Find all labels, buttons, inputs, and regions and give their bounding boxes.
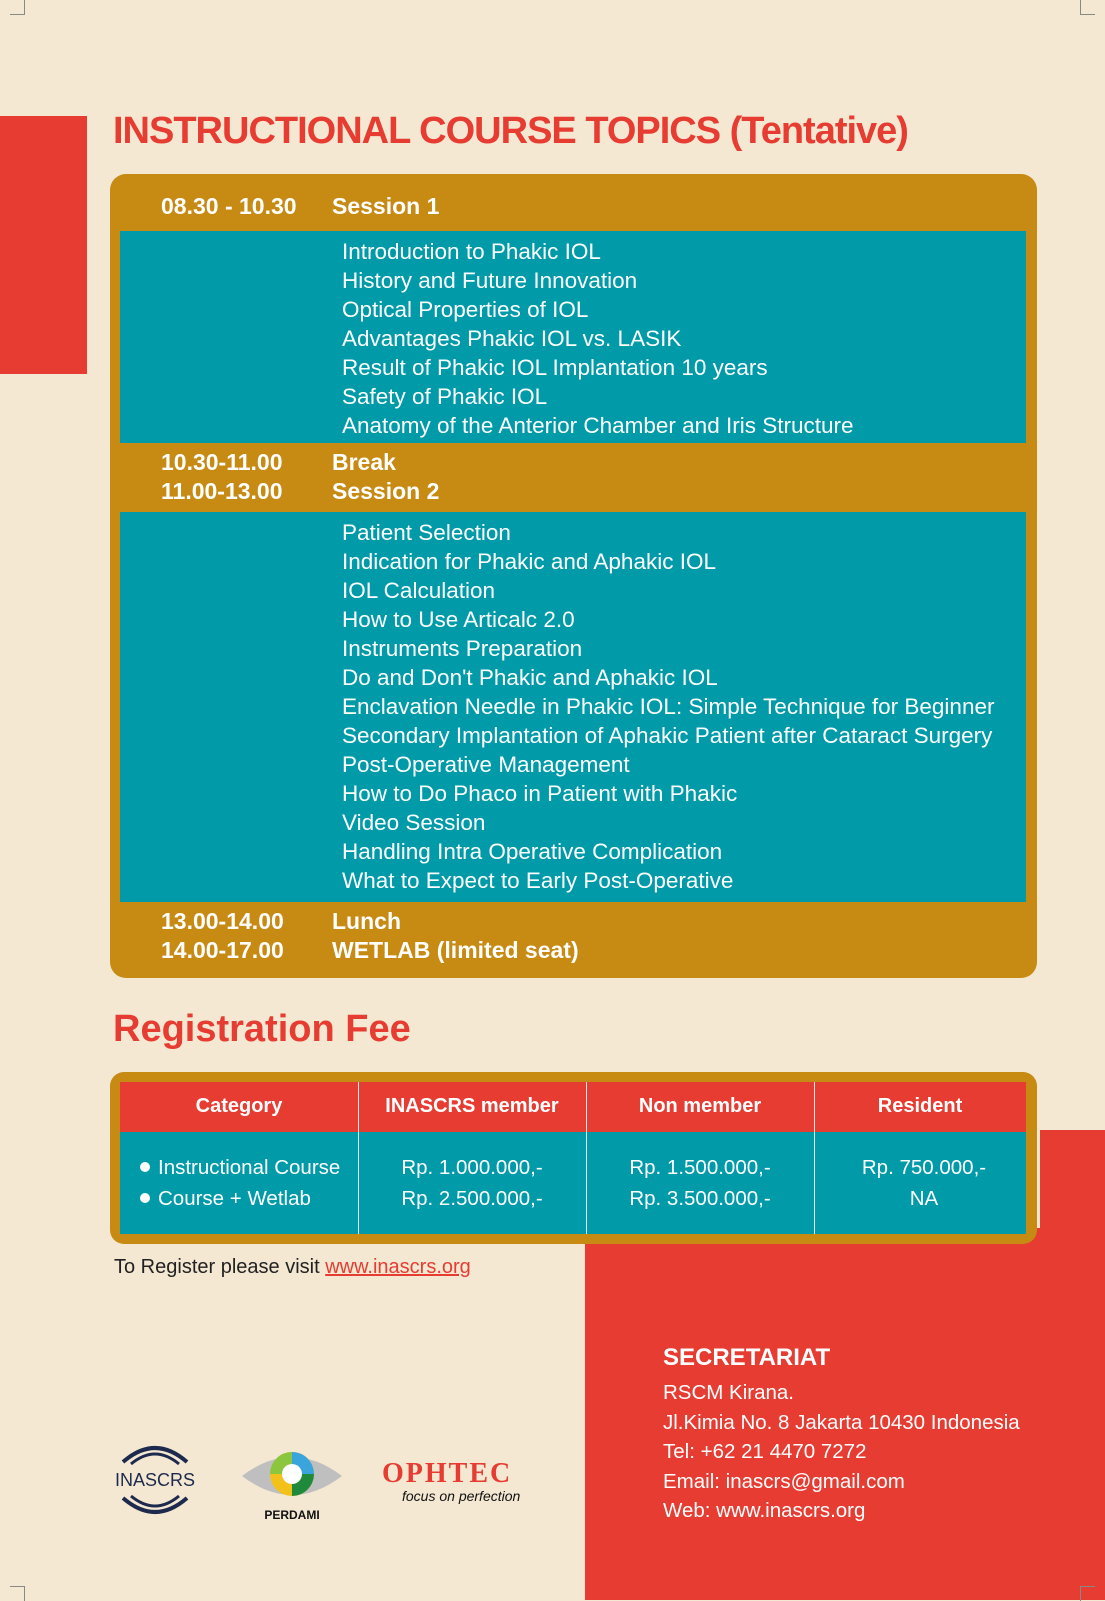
session2-topic: Indication for Phakic and Aphakic IOL — [342, 549, 716, 574]
fee-table-inner — [120, 1082, 1026, 1234]
ophtec-logo-text: OPHTEC — [382, 1458, 513, 1489]
member-fee: Rp. 1.000.000,- — [401, 1156, 543, 1179]
lunch-label: Lunch — [332, 908, 401, 934]
break-time: 10.30-11.00 — [161, 449, 283, 475]
session1-topic: Optical Properties of IOL — [342, 297, 589, 322]
inascrs-logo-text: INASCRS — [114, 1470, 195, 1490]
session1-topics-box — [120, 231, 1026, 443]
session2-topic: IOL Calculation — [342, 578, 495, 603]
session2-topics-box — [120, 512, 1026, 902]
session2-topic: Secondary Implantation of Aphakic Patient after Cataract Surgery — [342, 723, 993, 748]
decorative-red-block-right-top — [1040, 1130, 1105, 1230]
break-label: Break — [332, 449, 396, 475]
session1-topic: Safety of Phakic IOL — [342, 384, 548, 409]
resident-fee: Rp. 750.000,- — [861, 1156, 987, 1179]
non-member-cell — [586, 1152, 814, 1214]
decorative-red-block-left — [0, 116, 87, 374]
schedule-row-session2 — [110, 475, 1037, 504]
session2-topic: Post-Operative Management — [342, 752, 630, 777]
session1-topic: Anatomy of the Anterior Chamber and Iris Structure — [342, 413, 854, 438]
secretariat-block — [663, 1344, 1020, 1526]
session1-topic-list — [120, 231, 1026, 440]
category-cell — [140, 1152, 340, 1214]
register-link[interactable]: www.inascrs.org — [325, 1256, 471, 1278]
ophtec-logo — [382, 1458, 554, 1508]
session1-time: 08.30 - 10.30 — [161, 193, 297, 219]
session2-topic: Do and Don't Phakic and Aphakic IOL — [342, 665, 718, 690]
secretariat-title: SECRETARIAT — [663, 1344, 831, 1371]
inascrs-logo — [105, 1436, 205, 1526]
header-category: Category — [195, 1095, 283, 1117]
bullet-icon — [140, 1193, 150, 1203]
secretariat-tel: Tel: +62 21 4470 7272 — [663, 1440, 867, 1463]
register-text: To Register please visit — [114, 1256, 326, 1278]
resident-cell — [814, 1152, 1026, 1214]
perdami-logo-text: PERDAMI — [264, 1508, 320, 1522]
member-fee: Rp. 2.500.000,- — [401, 1187, 543, 1210]
schedule-row-session1 — [110, 190, 1037, 219]
secretariat-name: RSCM Kirana. — [663, 1381, 795, 1404]
crop-mark — [10, 1586, 25, 1601]
session1-topic: Result of Phakic IOL Implantation 10 years — [342, 355, 768, 380]
schedule-panel — [110, 174, 1037, 978]
crop-mark — [1080, 1586, 1095, 1601]
session1-topic: History and Future Innovation — [342, 268, 638, 293]
session2-time: 11.00-13.00 — [161, 478, 283, 504]
fee-row-category: Course + Wetlab — [140, 1183, 340, 1214]
ophtec-tagline: focus on perfection — [402, 1488, 521, 1504]
session2-topic: What to Expect to Early Post-Operative — [342, 868, 734, 893]
session1-topic: Advantages Phakic IOL vs. LASIK — [342, 326, 682, 351]
session2-topic: How to Use Articalc 2.0 — [342, 607, 575, 632]
member-cell — [358, 1152, 586, 1214]
session2-topic: Video Session — [342, 810, 486, 835]
registration-fee-title: Registration Fee — [113, 1008, 411, 1050]
crop-mark — [1080, 0, 1095, 15]
session2-topic: Patient Selection — [342, 520, 511, 545]
perdami-logo — [238, 1444, 346, 1524]
header-non-member: Non member — [638, 1095, 762, 1117]
course-topics-title: INSTRUCTIONAL COURSE TOPICS (Tentative) — [113, 110, 908, 152]
header-inascrs-member: INASCRS member — [385, 1095, 559, 1117]
schedule-row-wetlab — [110, 934, 1037, 963]
secretariat-web: Web: www.inascrs.org — [663, 1499, 866, 1522]
secretariat-address: Jl.Kimia No. 8 Jakarta 10430 Indonesia — [663, 1410, 1020, 1434]
register-line — [114, 1256, 471, 1279]
session2-topic: Instruments Preparation — [342, 636, 583, 661]
fee-table-header — [120, 1082, 1026, 1132]
non-member-fee: Rp. 3.500.000,- — [629, 1187, 771, 1210]
session2-topic: Enclavation Needle in Phakic IOL: Simple Technique for Beginner — [342, 694, 995, 719]
session1-topic: Introduction to Phakic IOL — [342, 239, 601, 264]
schedule-row-break — [110, 446, 1037, 475]
session2-label: Session 2 — [332, 478, 440, 504]
bullet-icon — [140, 1162, 150, 1172]
secretariat-email: Email: inascrs@gmail.com — [663, 1469, 905, 1493]
wetlab-label: WETLAB (limited seat) — [332, 937, 579, 963]
wetlab-time: 14.00-17.00 — [161, 937, 284, 963]
resident-fee: NA — [909, 1187, 939, 1210]
non-member-fee: Rp. 1.500.000,- — [629, 1156, 771, 1179]
session1-label: Session 1 — [332, 193, 440, 219]
session2-topic: Handling Intra Operative Complication — [342, 839, 723, 864]
session2-topic: How to Do Phaco in Patient with Phakic — [342, 781, 738, 806]
header-resident: Resident — [877, 1095, 963, 1117]
lunch-time: 13.00-14.00 — [161, 908, 284, 934]
registration-fee-table — [110, 1072, 1037, 1244]
schedule-row-lunch — [110, 905, 1037, 934]
crop-mark — [10, 0, 25, 15]
session2-topic-list — [120, 512, 1026, 895]
perdami-logo-icon — [238, 1444, 346, 1508]
fee-row-category: Instructional Course — [140, 1152, 340, 1183]
